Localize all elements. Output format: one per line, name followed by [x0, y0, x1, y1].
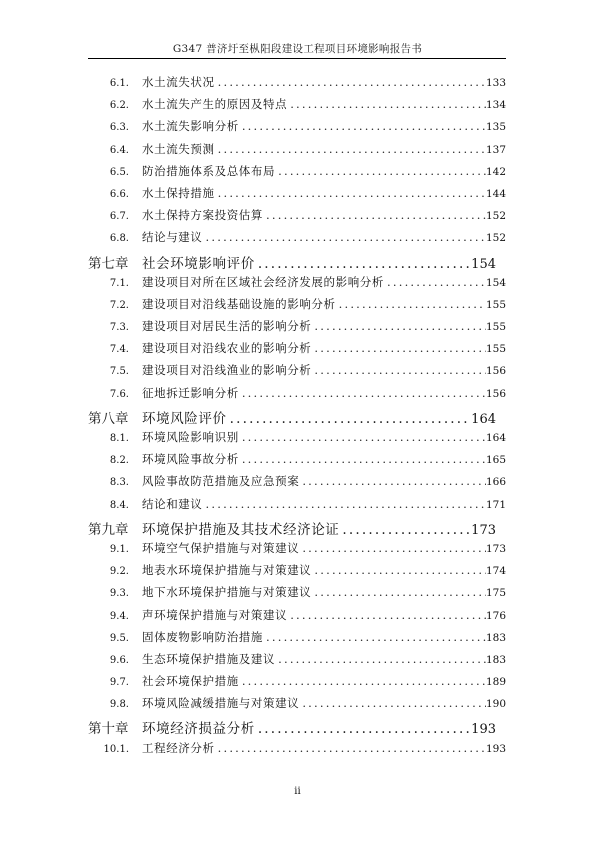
toc-entry-number: 7.5.	[109, 366, 129, 378]
toc-entry-number: 7.4.	[109, 344, 129, 356]
toc-entry-number: 第十章	[88, 721, 129, 738]
dot-leader	[299, 474, 486, 488]
dot-leader	[239, 430, 486, 444]
dot-leader	[275, 164, 486, 178]
dot-leader	[203, 230, 486, 244]
toc-entry-page: 173	[485, 542, 506, 555]
page-number: ii	[294, 786, 301, 797]
toc-section-entry[interactable]	[88, 118, 506, 140]
dot-leader	[203, 497, 486, 511]
toc-entry-page: 152	[485, 210, 506, 223]
toc-entry-title: 水土保持措施	[142, 185, 215, 200]
toc-section-entry[interactable]	[88, 629, 506, 651]
toc-chapter-entry[interactable]	[88, 518, 506, 540]
toc-entry-page: 171	[485, 498, 506, 511]
toc-entry-page: 164	[485, 432, 506, 444]
dot-leader	[255, 721, 471, 737]
toc-entry-page: 156	[485, 365, 506, 378]
toc-section-entry[interactable]	[88, 141, 506, 163]
dot-leader	[311, 341, 486, 355]
toc-section-entry[interactable]	[88, 496, 506, 518]
toc-entry-page: 155	[485, 343, 506, 356]
toc-entry-number: 9.8.	[109, 699, 129, 711]
dot-leader	[215, 142, 486, 156]
dot-leader	[311, 585, 486, 599]
toc-entry-page: 175	[485, 587, 506, 600]
dot-leader	[287, 608, 486, 622]
toc-entry-number: 9.6.	[109, 654, 129, 666]
dot-leader	[339, 522, 471, 538]
toc-entry-page: 193	[471, 722, 496, 738]
dot-leader	[227, 411, 472, 427]
toc-entry-page: 154	[485, 276, 506, 289]
toc-entry-page: 190	[485, 698, 506, 711]
toc-entry-page: 165	[485, 454, 506, 467]
toc-entry-number: 8.1.	[109, 433, 129, 444]
toc-entry-title: 社会环境影响评价	[142, 255, 255, 272]
toc-section-entry[interactable]	[88, 274, 506, 296]
toc-entry-number: 6.3.	[109, 122, 129, 134]
toc-entry-number: 7.6.	[109, 388, 129, 400]
toc-entry-page: 142	[485, 165, 506, 178]
toc-section-entry[interactable]	[88, 695, 506, 717]
toc-entry-number: 8.3.	[109, 477, 129, 489]
toc-entry-number: 9.7.	[109, 677, 129, 689]
toc-chapter-entry[interactable]	[88, 407, 506, 429]
dot-leader	[215, 75, 486, 89]
toc-entry-title: 水土保持方案投资估算	[142, 208, 263, 223]
toc-entry-number: 7.2.	[109, 299, 129, 311]
toc-entry-page: 174	[485, 565, 506, 578]
toc-entry-title: 建设项目对居民生活的影响分析	[142, 319, 312, 334]
dot-leader	[263, 208, 486, 222]
toc-entry-title: 环境风险评价	[142, 410, 227, 427]
header-rule	[88, 58, 506, 59]
dot-leader	[311, 363, 486, 377]
toc-section-entry[interactable]	[88, 318, 506, 340]
toc-section-entry[interactable]	[88, 429, 506, 451]
toc-entry-title: 征地拆迁影响分析	[142, 385, 239, 400]
toc-entry-number: 8.4.	[109, 499, 129, 511]
toc-entry-title: 工程经济分析	[142, 740, 215, 755]
toc-entry-title: 风险事故防范措施及应急预案	[142, 474, 300, 489]
toc-entry-page: 156	[485, 387, 506, 400]
table-of-contents	[88, 74, 506, 762]
dot-leader	[311, 319, 486, 333]
toc-entry-number: 7.1.	[109, 277, 129, 289]
toc-section-entry[interactable]	[88, 362, 506, 384]
toc-section-entry[interactable]	[88, 163, 506, 185]
toc-entry-title: 水土流失产生的原因及特点	[142, 97, 288, 112]
toc-entry-number: 第七章	[88, 255, 129, 272]
toc-section-entry[interactable]	[88, 385, 506, 407]
toc-entry-page: 166	[485, 476, 506, 489]
toc-section-entry[interactable]	[88, 473, 506, 495]
toc-entry-number: 6.6.	[109, 188, 129, 200]
dot-leader	[239, 386, 486, 400]
toc-entry-number: 9.5.	[109, 632, 129, 644]
toc-entry-page: 176	[485, 609, 506, 622]
dot-leader	[215, 741, 486, 755]
toc-section-entry[interactable]	[88, 296, 506, 318]
toc-entry-title: 环境保护措施及其技术经济论证	[142, 521, 340, 538]
toc-entry-number: 9.3.	[109, 588, 129, 600]
toc-chapter-entry[interactable]	[88, 252, 506, 274]
toc-entry-title: 环境风险影响识别	[142, 430, 239, 444]
running-header: G347 普济圩至枞阳段建设工程项目环境影响报告书	[172, 43, 423, 55]
toc-entry-page: 164	[471, 411, 496, 427]
toc-entry-page: 183	[485, 631, 506, 644]
toc-entry-page: 134	[485, 99, 506, 112]
toc-section-entry[interactable]	[88, 740, 506, 762]
dot-leader	[255, 256, 471, 272]
toc-entry-title: 环境风险事故分析	[142, 452, 239, 467]
toc-entry-title: 结论与建议	[142, 230, 203, 245]
toc-entry-number: 10.1.	[103, 743, 129, 755]
toc-entry-number: 6.2.	[109, 100, 129, 112]
toc-entry-title: 环境风险减缓措施与对策建议	[142, 696, 300, 711]
toc-entry-number: 8.2.	[109, 455, 129, 467]
dot-leader	[215, 186, 486, 200]
dot-leader	[299, 696, 486, 710]
dot-leader	[336, 297, 486, 311]
toc-entry-title: 固体废物影响防治措施	[142, 629, 263, 644]
toc-entry-title: 水土流失状况	[142, 75, 215, 89]
toc-entry-number: 第八章	[88, 410, 129, 427]
toc-entry-page: 183	[485, 653, 506, 666]
toc-section-entry[interactable]	[88, 562, 506, 584]
toc-entry-title: 生态环境保护措施及建议	[142, 651, 276, 666]
toc-section-entry[interactable]	[88, 74, 506, 96]
dot-leader	[239, 119, 486, 133]
dot-leader	[287, 97, 486, 111]
toc-entry-page: 137	[485, 143, 506, 156]
toc-entry-title: 地下水环境保护措施与对策建议	[142, 585, 312, 600]
toc-entry-page: 173	[471, 522, 496, 538]
toc-entry-page: 155	[485, 298, 506, 311]
toc-entry-title: 建设项目对沿线渔业的影响分析	[142, 363, 312, 378]
toc-section-entry[interactable]	[88, 340, 506, 362]
toc-entry-title: 水土流失影响分析	[142, 119, 239, 134]
toc-entry-title: 建设项目对沿线基础设施的影响分析	[142, 296, 336, 311]
toc-entry-title: 建设项目对沿线农业的影响分析	[142, 341, 312, 356]
toc-entry-page: 189	[485, 676, 506, 689]
toc-entry-number: 6.7.	[109, 211, 129, 223]
toc-entry-page: 152	[485, 232, 506, 245]
toc-entry-number: 9.1.	[109, 543, 129, 555]
toc-entry-title: 建设项目对所在区域社会经济发展的影响分析	[142, 274, 384, 289]
toc-entry-number: 第九章	[88, 521, 129, 538]
toc-entry-title: 结论和建议	[142, 496, 203, 511]
toc-section-entry[interactable]	[88, 96, 506, 118]
toc-entry-title: 声环境保护措施与对策建议	[142, 607, 288, 622]
toc-section-entry[interactable]	[88, 185, 506, 207]
dot-leader	[263, 630, 486, 644]
toc-section-entry[interactable]	[88, 673, 506, 695]
toc-entry-number: 6.8.	[109, 233, 129, 245]
toc-entry-page: 193	[485, 742, 506, 755]
dot-leader	[384, 275, 486, 289]
dot-leader	[239, 452, 486, 466]
toc-section-entry[interactable]	[88, 607, 506, 629]
dot-leader	[299, 541, 486, 555]
toc-entry-title: 水土流失预测	[142, 141, 215, 156]
toc-entry-number: 7.3.	[109, 322, 129, 334]
toc-entry-page: 154	[471, 256, 496, 272]
toc-entry-title: 地表水环境保护措施与对策建议	[142, 563, 312, 578]
toc-entry-page: 133	[485, 77, 506, 89]
toc-entry-number: 6.4.	[109, 144, 129, 156]
toc-entry-page: 155	[485, 321, 506, 334]
dot-leader	[239, 674, 486, 688]
toc-section-entry[interactable]	[88, 651, 506, 673]
toc-entry-title: 防治措施体系及总体布局	[142, 163, 276, 178]
toc-entry-page: 144	[485, 187, 506, 200]
toc-entry-title: 社会环境保护措施	[142, 674, 239, 689]
toc-section-entry[interactable]	[88, 540, 506, 562]
toc-section-entry[interactable]	[88, 229, 506, 251]
toc-entry-page: 135	[485, 121, 506, 134]
dot-leader	[311, 563, 486, 577]
toc-section-entry[interactable]	[88, 207, 506, 229]
toc-entry-title: 环境空气保护措施与对策建议	[142, 540, 300, 555]
toc-entry-number: 6.5.	[109, 166, 129, 178]
toc-section-entry[interactable]	[88, 584, 506, 606]
toc-entry-number: 6.1.	[109, 78, 129, 89]
toc-chapter-entry[interactable]	[88, 717, 506, 739]
toc-entry-number: 9.2.	[109, 566, 129, 578]
toc-entry-number: 9.4.	[109, 610, 129, 622]
dot-leader	[275, 652, 486, 666]
toc-entry-title: 环境经济损益分析	[142, 721, 255, 738]
toc-section-entry[interactable]	[88, 451, 506, 473]
